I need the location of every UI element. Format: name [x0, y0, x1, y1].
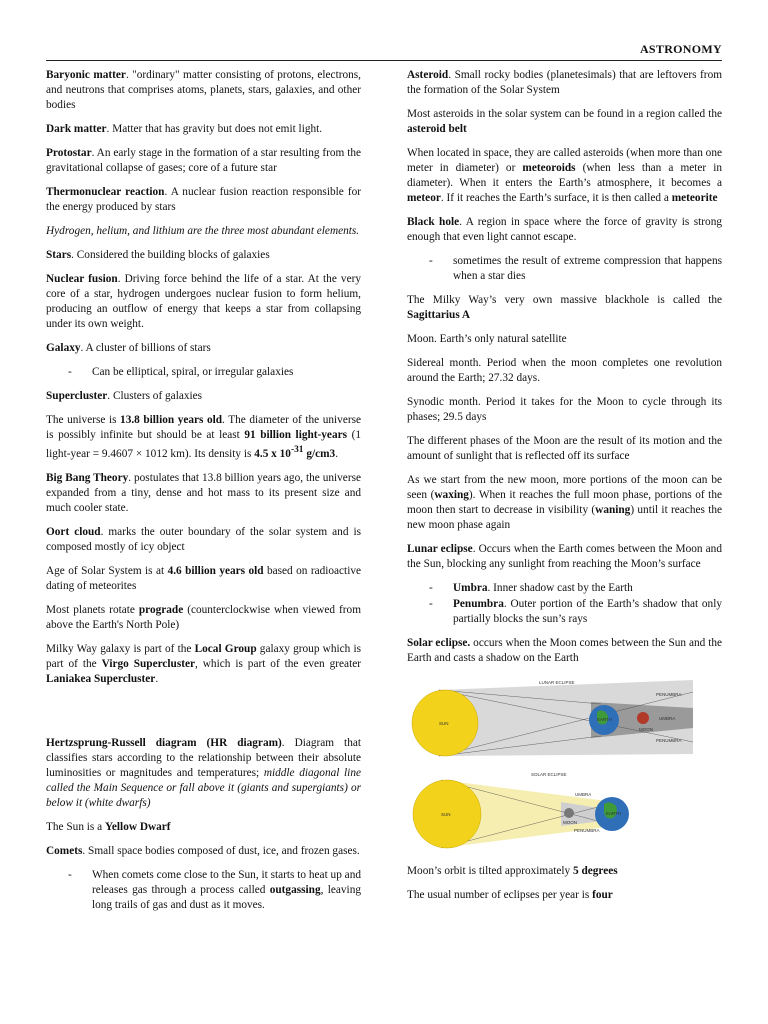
left-column: [46, 68, 361, 922]
text: . If it reaches the Earth’s surface, it is then called a: [440, 192, 672, 204]
lunar-eclipse-title: LUNAR ECLIPSE: [539, 680, 575, 685]
waxing-waning-paragraph: [407, 473, 722, 533]
thermonuclear-paragraph: [46, 185, 361, 215]
solar-eclipse-paragraph: [407, 636, 722, 666]
hr-diagram-paragraph: [46, 736, 361, 811]
comets-paragraph: [46, 844, 361, 859]
definition: . Diagram that classifies stars according to the relationship between their absolute luminosities or magnitudes and temperatures;: [46, 736, 362, 779]
text: When located in space, they are called asteroids (when more than one meter in diameter) or: [407, 147, 722, 174]
bullet-text: sometimes the result of extreme compression that happens when a star dies: [453, 255, 722, 282]
moon-phases-paragraph: The different phases of the Moon are the result of its motion and the amount of sunlight that is reflected off its surface: [407, 435, 722, 462]
text: Most asteroids in the solar system can be found in a region called the: [407, 108, 722, 120]
term: Galaxy: [46, 342, 81, 354]
term: Supercluster: [46, 390, 108, 402]
emphasis: meteor: [407, 192, 441, 204]
meteor-paragraph: [407, 146, 722, 206]
eclipses-per-year-paragraph: [407, 888, 722, 903]
eclipse-bullet-list: [407, 581, 722, 627]
galaxy-paragraph: [46, 341, 361, 356]
list-item: - Umbra. Inner shadow cast by the Earth: [429, 582, 633, 594]
text: galaxy group which is part of the: [46, 642, 361, 670]
text: .: [155, 672, 159, 685]
term: Big Bang Theory: [46, 471, 129, 484]
term: Oort cloud: [46, 525, 101, 538]
text: (counterclockwise when viewed from above the Earth's North Pole): [46, 603, 361, 631]
definition: . Considered the building blocks of galaxies: [71, 249, 270, 261]
italic-note: middle diagonal line called the Main Sequence or fall above it (giants and supergiants) or below it (white dwarfs): [46, 766, 361, 809]
earth-label: EARTH: [606, 811, 622, 816]
earth-label: EARTH: [597, 717, 613, 722]
text: Milky Way galaxy is part of the: [46, 642, 195, 655]
umbra-label: UMBRA: [659, 716, 676, 721]
text: Age of Solar System is at: [46, 564, 168, 577]
eclipse-diagram: [411, 676, 695, 854]
term: Lunar eclipse: [407, 543, 473, 555]
universe-paragraph: [46, 413, 361, 462]
big-bang-paragraph: [46, 471, 361, 516]
page-header: [46, 42, 722, 61]
emphasis: meteorite: [671, 192, 718, 204]
moon-icon: [564, 808, 574, 818]
penumbra-label: PENUMBRA: [656, 738, 682, 743]
moon-label: MOON: [563, 820, 577, 825]
penumbra-label: PENUMBRA: [656, 692, 682, 697]
emphasis: Umbra: [453, 582, 488, 594]
definition: . Small space bodies composed of dust, ice, and frozen gases.: [82, 844, 360, 857]
milky-way-paragraph: [46, 642, 361, 687]
emphasis: waxing: [434, 489, 469, 501]
definition: . Clusters of galaxies: [107, 390, 203, 402]
bullet-text: . Inner shadow cast by the Earth: [487, 582, 633, 594]
definition: . A cluster of billions of stars: [80, 342, 211, 354]
emphasis: [254, 445, 336, 460]
density-base: 4.5 x 10: [254, 447, 291, 460]
sun-label: SUN: [441, 812, 451, 817]
sun-type-paragraph: [46, 820, 361, 835]
solar-eclipse-title: SOLAR ECLIPSE: [531, 772, 567, 777]
text: The usual number of eclipses per year is: [407, 889, 593, 901]
emphasis: Sagittarius A: [407, 309, 471, 321]
definition: . Occurs when the Earth comes between the Moon and the Sun, blocking any sunlight from reaching the Moon’s surface: [407, 543, 722, 570]
synodic-month-paragraph: Synodic month. Period it takes for the Moon to cycle through its phases; 29.5 days: [407, 396, 722, 423]
bullet-text: Can be elliptical, spiral, or irregular galaxies: [92, 366, 294, 378]
emphasis: 4.6 billion years old: [167, 564, 264, 577]
emphasis: Laniakea Supercluster: [46, 672, 156, 685]
definition: . marks the outer boundary of the solar system and is composed mostly of icy object: [46, 525, 361, 553]
text: ) until it reaches the new moon phase again: [407, 504, 722, 531]
bullet-text: . Outer portion of the Earth’s shadow that only partially blocks the sun’s rays: [453, 598, 722, 625]
text: .: [335, 447, 339, 460]
text: (1 light-year = 9.4607 × 1012 km). Its density is: [46, 429, 361, 460]
text: Most planets rotate: [46, 603, 139, 616]
black-hole-paragraph: [407, 215, 722, 245]
text: The Milky Way’s very own massive blackhole is called the: [407, 294, 722, 306]
text: ). When it reaches the full moon phase, portions of the moon then start to decrease in visibility (: [407, 489, 722, 516]
stars-paragraph: [46, 248, 361, 263]
moon-paragraph: Moon. Earth’s only natural satellite: [407, 333, 567, 345]
nuclear-fusion-paragraph: [46, 272, 361, 332]
lunar-eclipse-paragraph: [407, 542, 722, 572]
moon-orbit-paragraph: [407, 864, 722, 879]
right-column: [407, 68, 722, 912]
term: Baryonic matter: [46, 69, 126, 81]
sidereal-month-paragraph: Sidereal month. Period when the moon completes one revolution around the Earth; 27.32 days.: [407, 357, 722, 384]
sagittarius-paragraph: [407, 293, 722, 323]
emphasis: Penumbra: [453, 598, 504, 610]
list-item: - sometimes the result of extreme compression that happens when a star dies: [429, 255, 722, 282]
term: Hertzsprung-Russell diagram (HR diagram): [46, 736, 282, 749]
emphasis: 13.8 billion years old: [120, 414, 223, 426]
term: Stars: [46, 249, 72, 261]
prograde-paragraph: [46, 603, 361, 633]
definition: occurs when the Moon comes between the Sun and the Earth and casts a shadow on the Earth: [407, 637, 722, 664]
oort-cloud-paragraph: [46, 525, 361, 555]
term: Black hole: [407, 216, 460, 228]
galaxy-bullet-list: [46, 365, 361, 380]
subject-title: ASTRONOMY: [639, 42, 722, 56]
term: Solar eclipse.: [407, 637, 471, 649]
emphasis: 5 degrees: [572, 865, 618, 877]
penumbra-label: PENUMBRA: [574, 828, 600, 833]
bullet-text: , leaving long trails of gas and dust as it moves.: [92, 883, 361, 911]
term: Dark matter: [46, 123, 107, 135]
moon-label: MOON: [639, 727, 653, 732]
baryonic-matter-paragraph: [46, 68, 361, 113]
asteroid-paragraph: [407, 68, 722, 98]
emphasis: meteoroids: [522, 162, 576, 174]
list-item: - When comets come close to the Sun, it starts to heat up and releases gas through a process called outgassing, leaving long trails of gas and dust as it moves.: [68, 868, 361, 911]
spacer: [46, 696, 361, 736]
elements-note: Hydrogen, helium, and lithium are the three most abundant elements.: [46, 225, 360, 237]
asteroid-belt-paragraph: [407, 107, 722, 137]
text: Moon’s orbit is tilted approximately: [407, 865, 573, 877]
text: . The diameter of the universe is possibly infinite but should be at least: [46, 414, 362, 441]
text: As we start from the new moon, more portions of the moon can be seen (: [407, 474, 722, 501]
solar-system-age-paragraph: [46, 564, 361, 594]
term: Asteroid: [407, 69, 449, 81]
term: Thermonuclear reaction: [46, 186, 165, 198]
definition: . A region in space where the force of gravity is strong enough that even light cannot escape.: [407, 216, 722, 243]
term: Protostar: [46, 147, 92, 159]
emphasis: 91 billion light-years: [244, 429, 348, 441]
emphasis: Yellow Dwarf: [105, 820, 171, 833]
comets-bullet-list: [46, 868, 361, 913]
emphasis: asteroid belt: [407, 123, 467, 135]
definition: . "ordinary" matter consisting of protons, electrons, and neutrons that comprises atoms, planets, stars, galaxies, and other bodies: [46, 69, 361, 111]
emphasis: prograde: [138, 603, 184, 616]
sun-label: SUN: [439, 721, 449, 726]
term: Comets: [46, 844, 83, 857]
umbra-label: UMBRA: [575, 792, 592, 797]
emphasis: Virgo Supercluster: [101, 657, 196, 670]
eclipse-diagram-svg: [411, 676, 695, 854]
definition: . Small rocky bodies (planetesimals) that are leftovers from the formation of the Solar System: [407, 69, 722, 96]
dark-matter-paragraph: [46, 122, 361, 137]
density-exponent: -31: [290, 445, 304, 455]
moon-icon: [637, 712, 649, 724]
text: based on radioactive dating of meteorites: [46, 564, 361, 592]
list-item: - Penumbra. Outer portion of the Earth’s shadow that only partially blocks the sun’s rays: [429, 598, 722, 625]
definition: . A nuclear fusion reaction responsible for the energy produced by stars: [46, 186, 361, 213]
emphasis: four: [592, 889, 613, 901]
definition: . An early stage in the formation of a star resulting from the gravitational collapse of gases; core of a future star: [46, 147, 361, 174]
emphasis: waning: [595, 504, 631, 516]
protostar-paragraph: [46, 146, 361, 176]
emphasis: Local Group: [194, 642, 257, 655]
text: The universe is: [46, 414, 121, 426]
density-unit: g/cm3: [303, 447, 336, 460]
emphasis: outgassing: [269, 883, 321, 896]
term: Nuclear fusion: [46, 273, 118, 285]
list-item: - Can be elliptical, spiral, or irregular galaxies: [68, 366, 294, 378]
black-hole-bullet-list: [407, 254, 722, 284]
definition: . Driving force behind the life of a star. At the very core of a star, hydrogen undergoes nuclear fusion to form helium, producing an outflow of energy that keeps a star from collapsing under its own weight.: [46, 273, 361, 330]
definition: . Matter that has gravity but does not emit light.: [106, 123, 323, 135]
definition: . postulates that 13.8 billion years ago, the universe expanded from a tiny, dense and hot mass to its present size and much cooler state.: [46, 471, 361, 514]
text: , which is part of the even greater: [195, 657, 361, 670]
text: (when less than a meter in diameter). When it enters the Earth’s atmosphere, it becomes a: [407, 162, 722, 189]
bullet-text: When comets come close to the Sun, it starts to heat up and releases gas through a process called: [92, 868, 361, 896]
supercluster-paragraph: [46, 389, 361, 404]
text: The Sun is a: [46, 820, 105, 833]
